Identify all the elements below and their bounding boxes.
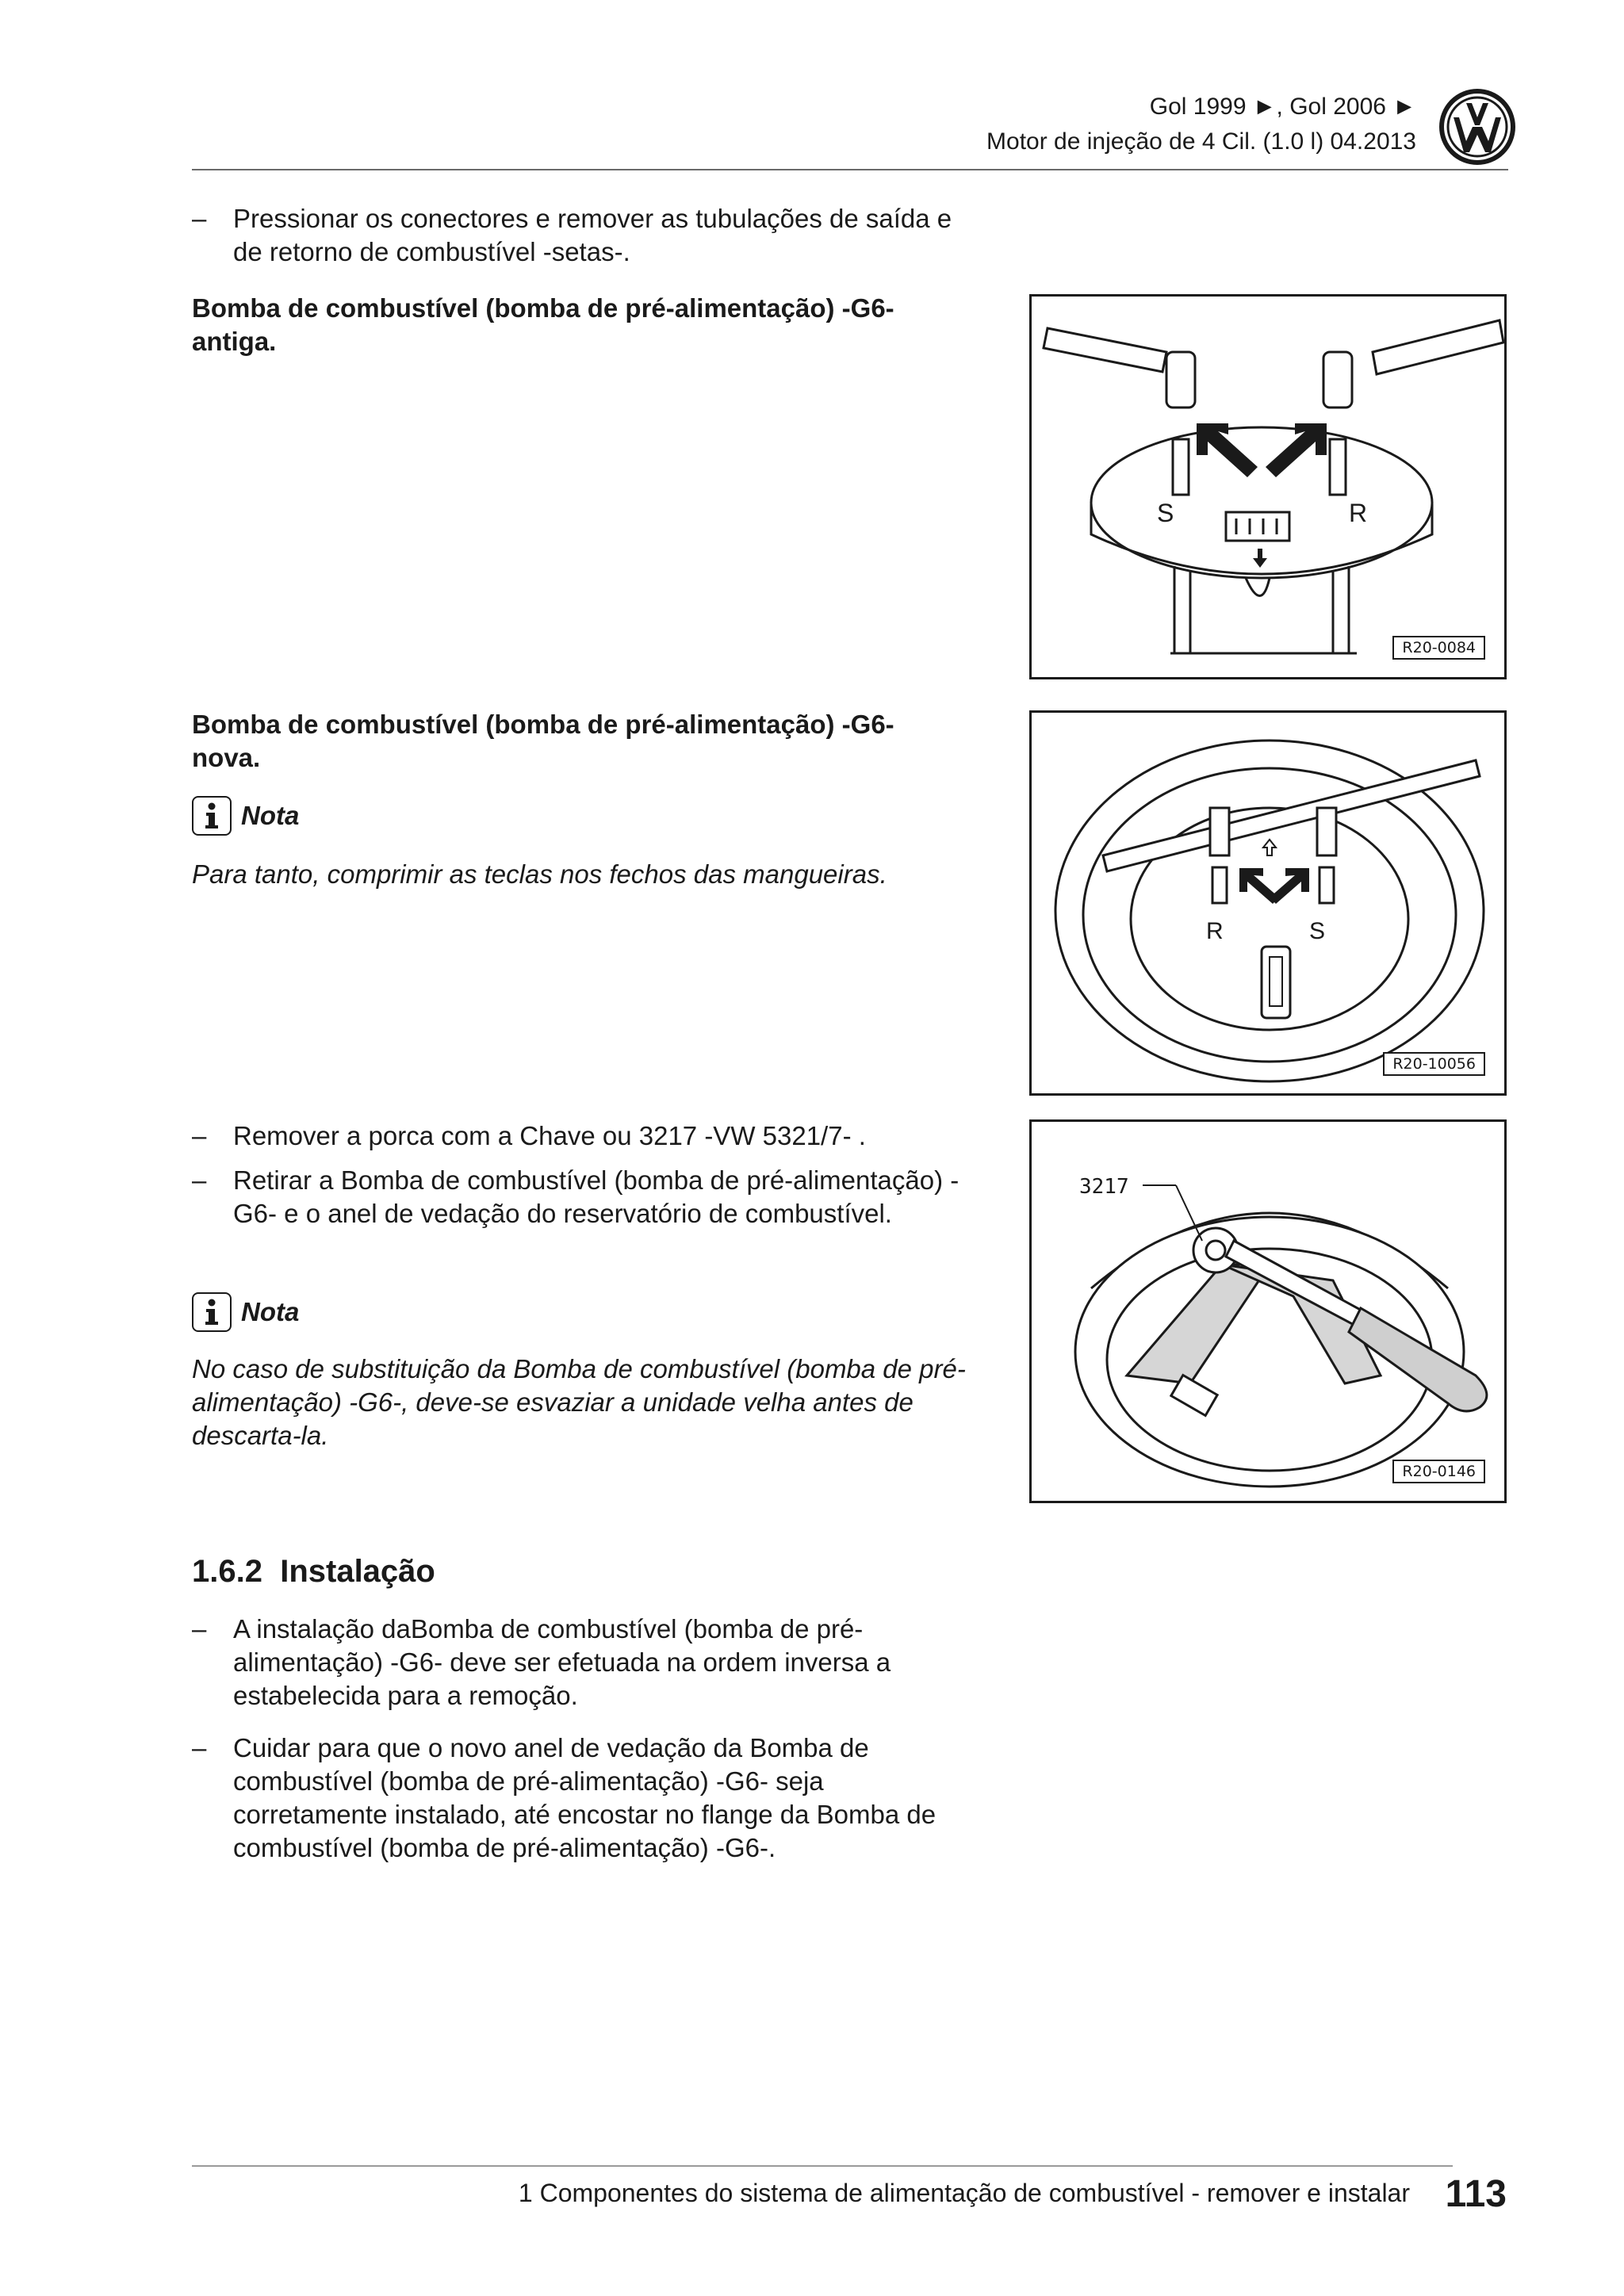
new-pump-illustration: [1032, 713, 1504, 1093]
wrench-illustration: [1032, 1122, 1504, 1501]
footer-chapter: 1 Componentes do sistema de alimentação de combustível - remover e instalar: [518, 2179, 1410, 2207]
label-r: R: [1349, 499, 1368, 527]
section-heading: [192, 1554, 435, 1590]
step-text: A instalação daBomba de combustível (bomba de pré-alimentação) -G6- deve ser efetuada na ordem inversa a estabelecida para a remoção.: [233, 1614, 891, 1710]
step-disconnect-lines: [192, 202, 977, 269]
note-label: Nota: [241, 801, 300, 830]
old-pump-illustration: [1032, 297, 1504, 677]
figure-wrench: [1029, 1119, 1507, 1503]
note-label: Nota: [241, 1297, 300, 1326]
tool-number: 3217: [1079, 1175, 1129, 1199]
header-engine-line: Motor de injeção de 4 Cil. (1.0 l) 04.2013: [986, 128, 1416, 155]
note-1-text: Para tanto, comprimir as teclas nos fechos das mangueiras.: [192, 859, 887, 889]
step-text: Cuidar para que o novo anel de vedação da Bomba de combustível (bomba de pré-alimentação) -G6- seja corretamente instalado, até encostar no flange da Bomba de combustível (bomba de pré-alimentação) -G6-.: [233, 1733, 936, 1862]
step-text: Retirar a Bomba de combustível (bomba de pré-alimentação) -G6- e o anel de vedação do reservatório de combustível.: [233, 1165, 959, 1228]
subhead-old-pump: Bomba de combustível (bomba de pré-alimentação) -G6- antiga.: [192, 293, 894, 356]
figure-old-pump: [1029, 294, 1507, 679]
step-text: Remover a porca com a Chave ou 3217 -VW 5321/7- .: [233, 1121, 866, 1150]
figure-new-pump: [1029, 710, 1507, 1096]
note-2: [192, 1292, 299, 1332]
figure-code: R20-0146: [1392, 1460, 1485, 1483]
step-install-seal: [192, 1732, 969, 1865]
note-2-text: No caso de substituição da Bomba de combustível (bomba de pré-alimentação) -G6-, deve-se esvaziar a unidade velha antes de descarta-la.: [192, 1354, 966, 1450]
dash-bullet: –: [192, 1733, 207, 1762]
dash-bullet: –: [192, 1121, 207, 1150]
header-divider: [192, 169, 1508, 170]
subhead-new-pump: Bomba de combustível (bomba de pré-alimentação) -G6- nova.: [192, 710, 894, 772]
figure-code: R20-10056: [1383, 1052, 1485, 1076]
section-number: 1.6.2: [192, 1554, 262, 1589]
info-icon: [192, 796, 232, 836]
step-install-reverse: [192, 1613, 969, 1712]
dash-bullet: –: [192, 1165, 207, 1195]
label-r: R: [1206, 918, 1224, 944]
step-remove-nut: [192, 1119, 969, 1153]
step-text: Pressionar os conectores e remover as tubulações de saída e de retorno de combustível -setas-.: [233, 204, 952, 266]
dash-bullet: –: [192, 1614, 207, 1644]
label-s: S: [1157, 499, 1174, 527]
dash-bullet: –: [192, 204, 207, 233]
header-vehicle-line: Gol 1999 ►, Gol 2006 ►: [1149, 94, 1416, 120]
footer-divider: [192, 2165, 1453, 2167]
vw-logo-icon: [1439, 89, 1515, 165]
step-remove-pump: [192, 1164, 969, 1230]
page-number: 113: [1445, 2173, 1507, 2215]
info-icon: [192, 1292, 232, 1332]
label-s: S: [1309, 918, 1326, 944]
figure-code: R20-0084: [1392, 636, 1485, 660]
note-1: [192, 796, 299, 836]
section-title: Instalação: [280, 1554, 435, 1589]
